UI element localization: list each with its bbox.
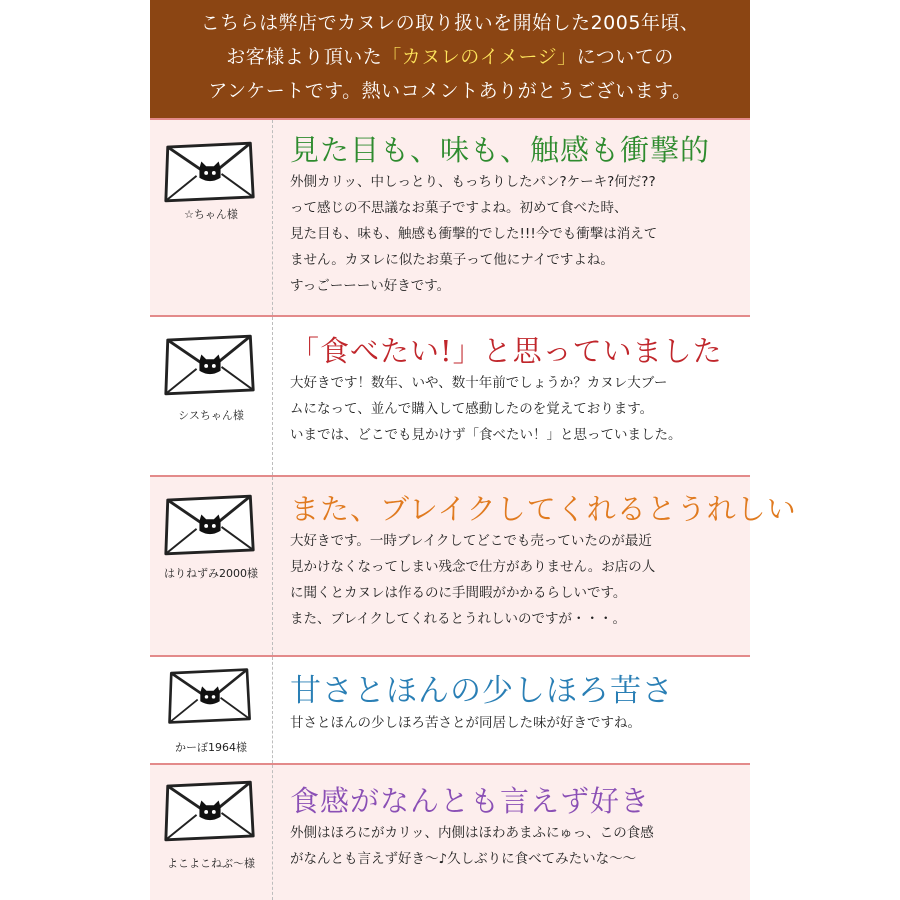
review-line: 外側はほろにがカリッ、内側はほわあまふにゅっ、この食感 — [290, 825, 654, 841]
envelope-cat-icon — [166, 663, 254, 729]
review-avatar-column — [150, 477, 273, 655]
review-line: に聞くとカヌレは作るのに手間暇がかかるらしいです。 — [290, 585, 627, 601]
intro-highlight: 「カヌレのイメージ」 — [382, 46, 577, 68]
review-card-5 — [150, 763, 750, 900]
review-line: 大好きです。一時ブレイクしてどこでも売っていたのが最近 — [290, 533, 652, 549]
envelope-cat-icon — [162, 489, 258, 561]
intro-line-3: アンケートです。熱いコメントありがとうございます。 — [208, 80, 692, 102]
envelope-cat-icon — [162, 329, 258, 401]
reviewer-name: かーぼ1964様 — [175, 741, 247, 754]
review-card-4 — [150, 655, 750, 765]
reviewer-name: よこよこねぶ～様 — [167, 857, 255, 870]
review-text — [290, 820, 742, 872]
review-line: 甘さとほんの少しほろ苦さとが同居した味が好きですね。 — [290, 715, 641, 731]
review-text — [290, 370, 742, 448]
review-line: 見た目も、味も、触感も衝撃的でした!!!今でも衝撃は消えて — [290, 226, 658, 242]
review-avatar-column — [150, 317, 273, 475]
review-body — [290, 317, 742, 448]
review-text — [290, 710, 742, 736]
reviewer-name: はりねずみ2000様 — [164, 567, 258, 580]
intro-line-2 — [154, 40, 746, 74]
intro-line-2-after: についての — [576, 46, 674, 68]
review-body — [290, 477, 797, 632]
review-card-2 — [150, 315, 750, 477]
review-line: また、ブレイクしてくれるとうれしいのですが・・・。 — [290, 611, 627, 627]
review-avatar-column — [150, 765, 273, 900]
review-title: 「食べたい!」と思っていました — [290, 334, 723, 368]
reviewer-name: シスちゃん様 — [178, 409, 244, 422]
review-line: 見かけなくなってしまい残念で仕方がありません。お店の人 — [290, 559, 656, 575]
review-title: また、ブレイクしてくれるとうれしい — [290, 492, 797, 526]
review-body — [290, 765, 742, 872]
review-text — [290, 169, 742, 299]
intro-line-1: こちらは弊店でカヌレの取り扱いを開始した2005年頃、 — [200, 12, 700, 34]
review-line: ムになって、並んで購入して感動したのを覚えております。 — [290, 401, 654, 417]
envelope-cat-icon — [162, 136, 258, 208]
review-line: いまでは、どこでも見かけず「食べたい！」と思っていました。 — [290, 427, 682, 443]
review-title: 甘さとほんの少しほろ苦さ — [290, 673, 674, 709]
review-card-3 — [150, 475, 797, 657]
reviewer-name: ☆ちゃん様 — [184, 208, 238, 221]
review-text — [290, 528, 742, 632]
review-line: 大好きです！数年、いや、数十年前でしょうか？カヌレ大ブー — [290, 375, 668, 391]
review-body — [290, 657, 742, 736]
intro-line-2-before: お客様より頂いた — [226, 46, 383, 68]
envelope-cat-icon — [162, 775, 258, 847]
review-line: すっごーーーい好きです。 — [290, 278, 451, 294]
review-avatar-column — [150, 120, 273, 315]
review-line: 外側カリッ、中しっとり、もっちりしたパン?ケーキ?何だ?? — [290, 174, 656, 190]
intro-banner — [150, 0, 750, 118]
review-title: 食感がなんとも言えず好き — [290, 784, 651, 818]
review-line: って感じの不思議なお菓子ですよね。初めて食べた時、 — [290, 200, 628, 216]
review-line: ません。カヌレに似たお菓子って他にナイですよね。 — [290, 252, 614, 268]
review-title: 見た目も、味も、触感も衝撃的 — [290, 133, 711, 167]
review-body — [290, 120, 742, 299]
review-card-1 — [150, 118, 750, 317]
review-line: がなんとも言えず好き～♪久しぶりに食べてみたいな～～ — [290, 851, 637, 867]
review-avatar-column — [150, 657, 273, 763]
